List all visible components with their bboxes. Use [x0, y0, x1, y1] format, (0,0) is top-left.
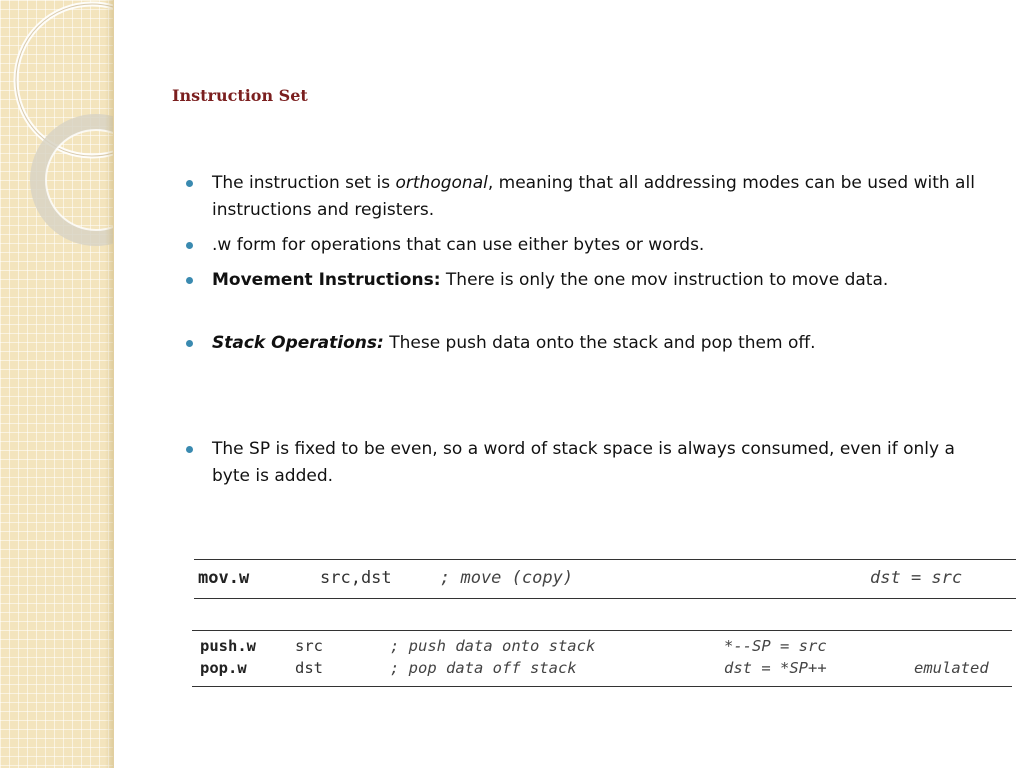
bullet-heading: Stack Operations: [212, 333, 384, 353]
decorative-rings [0, 0, 114, 260]
effect: *--SP = src [724, 637, 827, 655]
note: emulated [914, 659, 989, 677]
bullet-emphasis: orthogonal [395, 173, 488, 193]
effect: dst = *SP++ [724, 659, 827, 677]
opcode: pop.w [200, 659, 247, 677]
band-edge-shadow [105, 0, 113, 768]
operands: src,dst [320, 568, 392, 588]
bullet-text: The instruction set is [212, 173, 396, 193]
decorative-side-band [0, 0, 114, 768]
slide-title: Instruction Set [172, 86, 308, 105]
stack-instruction-table [192, 630, 1012, 687]
opcode: mov.w [198, 568, 250, 588]
bullet-sp-even [186, 436, 996, 490]
bullet-movement [186, 267, 996, 294]
mov-instruction-table [194, 559, 1016, 599]
comment: ; pop data off stack [390, 659, 577, 677]
opcode: push.w [200, 637, 256, 655]
bullet-text: , meaning that all addressing modes can be used with all instructions and registers. [212, 173, 975, 220]
comment: ; move (copy) [440, 568, 574, 588]
bullet-text: These push data onto the stack and pop them off. [383, 333, 816, 353]
bullet-w-form [186, 232, 996, 259]
operands: dst [295, 659, 323, 677]
bullet-text: There is only the one mov instruction to move data. [440, 270, 889, 290]
bullet-stack-operations [186, 330, 996, 357]
comment: ; push data onto stack [390, 637, 596, 655]
effect: dst = src [870, 568, 963, 588]
bullet-list [186, 170, 996, 498]
bullet-text: The SP is fixed to be even, so a word of stack space is always consumed, even if only a byte is added. [212, 439, 955, 486]
bullet-orthogonal [186, 170, 996, 224]
bullet-text: .w form for operations that can use either bytes or words. [212, 235, 705, 255]
bullet-heading: Movement Instructions: [212, 270, 441, 290]
operands: src [295, 637, 323, 655]
